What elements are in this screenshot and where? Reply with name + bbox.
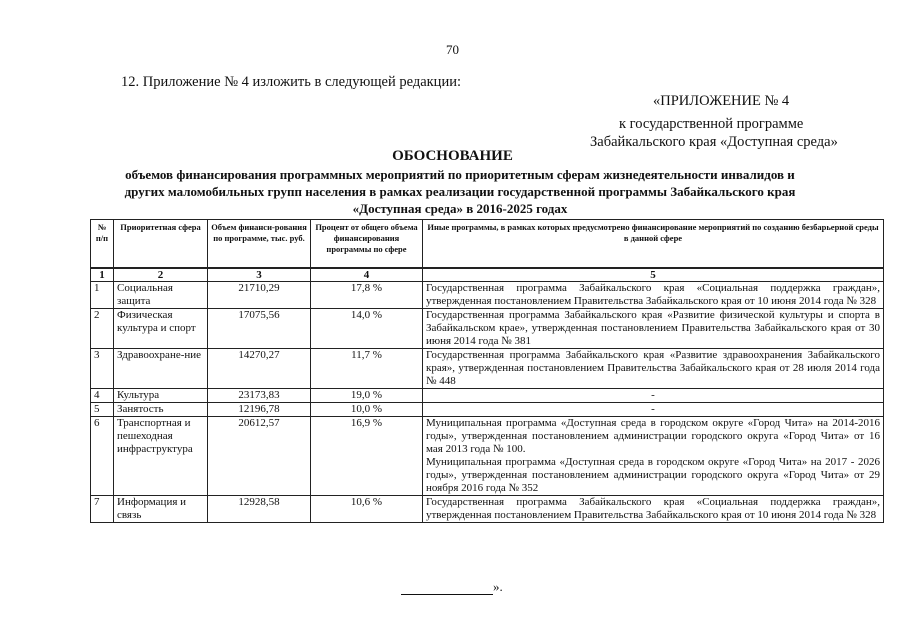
row-percent: 11,7 % <box>311 349 423 389</box>
row-programs <box>423 282 884 309</box>
financing-table <box>90 219 884 523</box>
header-amount: Объем финанси-рования по программе, тыс. руб. <box>208 220 311 269</box>
program-entry: - <box>651 389 655 401</box>
row-sphere: Занятость <box>114 403 208 417</box>
row-number: 6 <box>91 417 114 496</box>
closing-line <box>401 582 493 595</box>
header-sphere: Приоритетная сфера <box>114 220 208 269</box>
closing-mark <box>401 579 503 595</box>
row-sphere: Физическая культура и спорт <box>114 309 208 349</box>
appendix-subtitle-1: к государственной программе <box>619 116 804 132</box>
column-number-row <box>91 268 884 282</box>
program-entry: Муниципальная программа «Доступная среда в городском округе «Город Чита» на 2017 - 2026 годы», утвержденная постановлением администрации городского округа «Город Чита» от 29 ноября 2016 года № 352 <box>426 456 880 494</box>
table-row <box>91 417 884 496</box>
header-percent: Процент от общего объема финансирования программы по сфере <box>311 220 423 269</box>
row-amount: 20612,57 <box>208 417 311 496</box>
appendix-subtitle-2: Забайкальского края «Доступная среда» <box>590 134 838 150</box>
row-percent: 14,0 % <box>311 309 423 349</box>
document-heading: ОБОСНОВАНИЕ <box>392 148 513 164</box>
program-entry: Государственная программа Забайкальского края «Социальная поддержка граждан», утвержденная постановлением Правительства Забайкальского края от 10 июня 2014 года № 328 <box>426 496 880 521</box>
row-amount: 21710,29 <box>208 282 311 309</box>
program-entry: Государственная программа Забайкальского края «Развитие физической культуры и спорта в Забайкальском крае», утвержденная постановлением Правительства Забайкальского края от 30 июня 2014 года № 381 <box>426 309 880 347</box>
table-row <box>91 403 884 417</box>
program-entry: Государственная программа Забайкальского края «Развитие здравоохранения Забайкальского края», утвержденная постановлением Правительства Забайкальского края от 28 июля 2014 года № 448 <box>426 349 880 387</box>
row-amount: 12928,58 <box>208 496 311 523</box>
row-sphere: Социальная защита <box>114 282 208 309</box>
program-entry: - <box>651 403 655 415</box>
row-percent: 16,9 % <box>311 417 423 496</box>
row-amount: 12196,78 <box>208 403 311 417</box>
row-programs <box>423 389 884 403</box>
table-header-row <box>91 220 884 269</box>
row-amount: 17075,56 <box>208 309 311 349</box>
program-entry: Муниципальная программа «Доступная среда в городском округе «Город Чита» на 2014-2016 годы», утвержденная постановлением администрации городского округа «Город Чита» от 16 мая 2013 года № 100. <box>426 417 880 455</box>
column-number: 3 <box>208 268 311 282</box>
row-programs <box>423 403 884 417</box>
table-row <box>91 309 884 349</box>
program-entry: Государственная программа Забайкальского края «Социальная поддержка граждан», утвержденная постановлением Правительства Забайкальского края от 10 июня 2014 года № 328 <box>426 282 880 307</box>
row-number: 1 <box>91 282 114 309</box>
row-percent: 10,0 % <box>311 403 423 417</box>
row-programs <box>423 496 884 523</box>
row-number: 7 <box>91 496 114 523</box>
row-programs <box>423 309 884 349</box>
row-percent: 19,0 % <box>311 389 423 403</box>
row-percent: 10,6 % <box>311 496 423 523</box>
table-row <box>91 282 884 309</box>
column-number: 1 <box>91 268 114 282</box>
row-programs <box>423 417 884 496</box>
row-amount: 23173,83 <box>208 389 311 403</box>
column-number: 4 <box>311 268 423 282</box>
row-sphere: Информация и связь <box>114 496 208 523</box>
page-number: 70 <box>446 42 459 57</box>
row-sphere: Здравоохране-ние <box>114 349 208 389</box>
header-number: № п/п <box>91 220 114 269</box>
column-number: 5 <box>423 268 884 282</box>
row-number: 3 <box>91 349 114 389</box>
intro-text: 12. Приложение № 4 изложить в следующей редакции: <box>121 74 461 90</box>
closing-quote: ». <box>493 579 503 594</box>
row-number: 5 <box>91 403 114 417</box>
row-number: 4 <box>91 389 114 403</box>
header-other-programs: Иные программы, в рамках которых предусмотрено финансирование мероприятий по созданию безбарьерной среды в данной сфере <box>423 220 884 269</box>
appendix-title: «ПРИЛОЖЕНИЕ № 4 <box>653 93 790 109</box>
table-row <box>91 349 884 389</box>
row-sphere: Транспортная и пешеходная инфраструктура <box>114 417 208 496</box>
row-percent: 17,8 % <box>311 282 423 309</box>
row-sphere: Культура <box>114 389 208 403</box>
row-programs <box>423 349 884 389</box>
row-amount: 14270,27 <box>208 349 311 389</box>
table-row <box>91 496 884 523</box>
table-row <box>91 389 884 403</box>
column-number: 2 <box>114 268 208 282</box>
row-number: 2 <box>91 309 114 349</box>
document-subheading: объемов финансирования программных мероприятий по приоритетным сферам жизнедеятельности инвалидов и других маломобильных групп населения в рамках реализации государственной программы Забайкальского края «Доступная среда» в 2016-2025 годах <box>124 167 796 216</box>
